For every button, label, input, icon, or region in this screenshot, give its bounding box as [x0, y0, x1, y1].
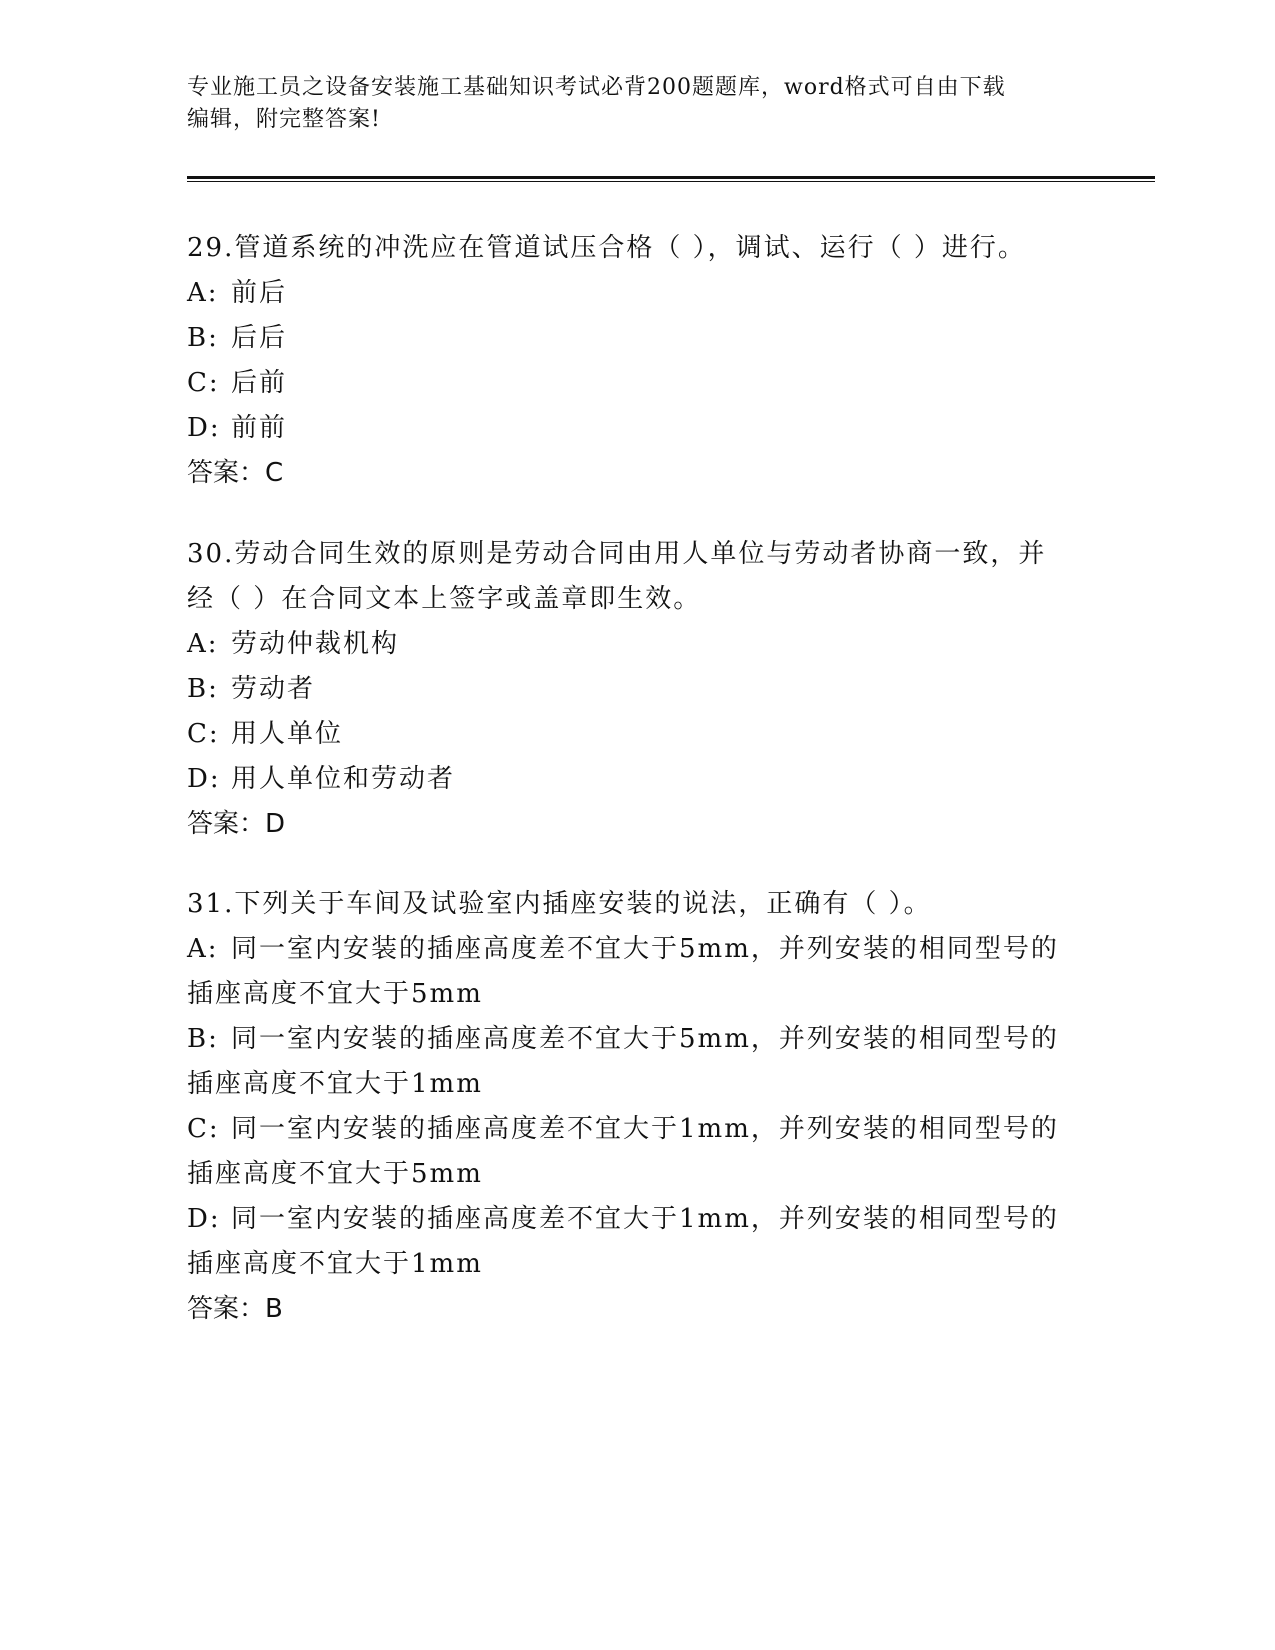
option-text: 用人单位和劳动者: [231, 764, 456, 794]
option-d: [187, 1197, 1087, 1242]
option-letter: C:: [187, 719, 220, 749]
option-text: 后后: [231, 323, 288, 353]
option-b: [187, 667, 1087, 712]
option-text-line-1: 同一室内安装的插座高度差不宜大于5mm，并列安装的相同型号的: [231, 934, 1059, 964]
option-text-line-1: 同一室内安装的插座高度差不宜大于1mm，并列安装的相同型号的: [231, 1204, 1059, 1234]
option-letter: D:: [187, 764, 221, 794]
option-letter: B:: [187, 674, 219, 704]
header-divider-thick: [187, 176, 1155, 179]
option-letter: D:: [187, 1204, 221, 1234]
option-letter: B:: [187, 323, 219, 353]
option-text: 用人单位: [231, 719, 344, 749]
option-text: 劳动仲裁机构: [231, 629, 400, 659]
option-text: 前前: [231, 413, 288, 443]
option-letter: B:: [187, 1024, 219, 1054]
option-letter: C:: [187, 368, 220, 398]
option-a-continuation: 插座高度不宜大于5mm: [187, 979, 483, 1009]
option-b: [187, 1017, 1087, 1062]
option-letter: C:: [187, 1114, 220, 1144]
answer: 答案：D: [187, 809, 286, 839]
option-text-line-1: 同一室内安装的插座高度差不宜大于1mm，并列安装的相同型号的: [231, 1114, 1059, 1144]
header-divider-thin: [187, 181, 1155, 182]
question-30: [187, 532, 1087, 847]
question-stem: 29.管道系统的冲洗应在管道试压合格（ ），调试、运行（ ）进行。: [187, 233, 1026, 263]
document-header: [187, 72, 1067, 136]
question-stem-line-2: 经（ ）在合同文本上签字或盖章即生效。: [187, 584, 702, 614]
option-b: [187, 316, 1087, 361]
option-a: [187, 271, 1087, 316]
question-stem: 31.下列关于车间及试验室内插座安装的说法，正确有（ ）。: [187, 889, 932, 919]
option-letter: D:: [187, 413, 221, 443]
option-d-continuation: 插座高度不宜大于1mm: [187, 1249, 483, 1279]
option-d: [187, 757, 1087, 802]
option-text-line-1: 同一室内安装的插座高度差不宜大于5mm，并列安装的相同型号的: [231, 1024, 1059, 1054]
header-line-2: 编辑，附完整答案!: [187, 107, 381, 132]
option-letter: A:: [187, 934, 219, 964]
answer: 答案：C: [187, 458, 284, 488]
option-letter: A:: [187, 629, 219, 659]
question-29: [187, 226, 1087, 496]
option-letter: A:: [187, 278, 219, 308]
option-b-continuation: 插座高度不宜大于1mm: [187, 1069, 483, 1099]
option-a: [187, 927, 1087, 972]
header-line-1: 专业施工员之设备安装施工基础知识考试必背200题题库，word格式可自由下载: [187, 75, 1006, 100]
option-text: 劳动者: [231, 674, 316, 704]
option-c: [187, 361, 1087, 406]
option-text: 前后: [231, 278, 288, 308]
option-c: [187, 712, 1087, 757]
option-text: 后前: [231, 368, 288, 398]
option-d: [187, 406, 1087, 451]
question-31: [187, 882, 1087, 1332]
option-a: [187, 622, 1087, 667]
option-c: [187, 1107, 1087, 1152]
question-stem-line-1: 30.劳动合同生效的原则是劳动合同由用人单位与劳动者协商一致，并: [187, 539, 1047, 569]
option-c-continuation: 插座高度不宜大于5mm: [187, 1159, 483, 1189]
answer: 答案：B: [187, 1294, 283, 1324]
